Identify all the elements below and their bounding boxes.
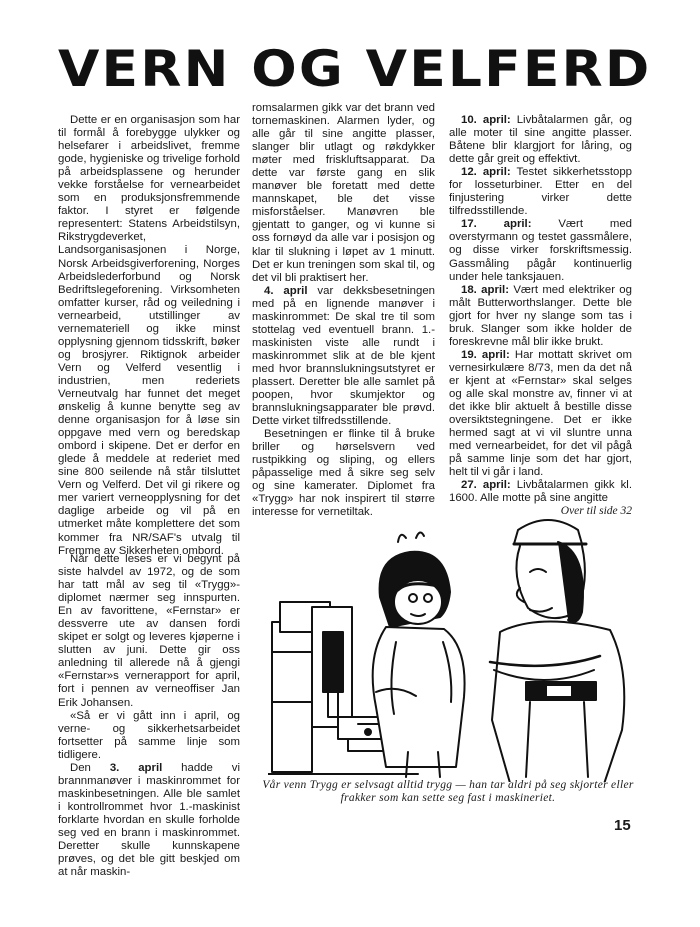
illustration-caption: Vår venn Trygg er selvsagt alltid trygg — han tar aldri på seg skjorter eller frakker som kan sette seg fast i maskineriet. (262, 779, 634, 804)
date-april-3: 3. april (109, 761, 163, 774)
paragraph-protective-gear: Besetningen er flinke til å bruke briller og hørselsvern ved rustpikking og sliping, og ellers påpasselige med å sikre seg selv og sine kamerater. Diplomet fra «Trygg» har nok inspirert til større interesse for vernetiltak. (252, 428, 435, 519)
column-2 (252, 102, 435, 520)
cartoon-illustration (268, 502, 638, 782)
paragraph-april-3: Den 3. april hadde vi brannmanøver i maskinrommet for maskinbesetningen. Alle ble samlet i kontrollrommet hvor 1.-maskinist forklarte hvordan en skulle forholde seg ved en brann i maskinrommet. Deretter skulle kunnskapene prøves, og det ble gitt beskjed om at når maskin- (58, 761, 240, 879)
continued-note: Over til side 32 (560, 505, 632, 518)
column-3 (449, 114, 632, 518)
entry-april-19: 19. april: Har mottatt skrivet om vernesirkulære 8/73, men da det nå er kjent at «Fernstar» skal selges og alle skal monstre av, finner vi at det ikke blir aktuelt å bestille disse oversiktstegningene. Det er ikke hermed sagt at vi vil sluntre unna med vernearbeidet, for det vil pågå på samme linje som det har gjort, helt til vi går i land. (449, 348, 632, 479)
paragraph-april-start: «Så er vi gått inn i april, og verne- og sikkerhetsarbeidet fortsetter på samme linje som tidligere. (58, 709, 240, 761)
article-title: VERN OG VELFERD (58, 40, 652, 98)
entry-april-17: 17. april: Vært med overstyrmann og testet gassmålere, og disse virker forskriftsmessig. Gassmåling pågår kontinuerlig under hele tanksjauen. (449, 218, 632, 283)
date-april-4: 4. april (264, 284, 308, 297)
paragraph-april-4: 4. april var dekksbesetningen med på en lignende manøver i maskinrommet: De skal tre til som stottelag ved eventuell brann. 1.-maskinisten viste alle rundt i maskinrommet slik at de ble kjent med hvor brannslukningsutstyret er plassert. Deretter ble alle samlet på poopen, hvor skumjektor og brannslukningsapparater ble prøvd. Dette virket tilfredsstillende. (252, 284, 435, 428)
nervous-worker-drawing (373, 532, 465, 777)
entry-april-12: 12. april: Testet sikkerhetsstopp for losseturbiner. Etter en del finjustering virker dette tilfredsstillende. (449, 166, 632, 218)
paragraph-intro: Dette er en organisasjon som har til formål å forebygge ulykker og helsefarer i arbeidslivet, fremme gode, hygieniske og trivelige forhold på arbeidsplassene og herunder vekke forståelse for vernearbeidet som en produksjonsfremmende faktor. I styret er følgende representert: Statens Arbeidstilsyn, Rikstrygdeverket, Landsorganisasjonen i Norge, Norsk Arbeidsgiverforening, Norges Arbeidslederforbund og Norsk Bedriftslegeforening. Virksomheten omfatter kurser, råd og veiledning i vernearbeid, utstillinger av vernemateriell og ikke minst opplysning gjennom tidsskrift, bøker og brosjyrer. Riktignok arbeider Vern og Velferd vesentlig i industrien, men rederiets Verneutvalg har funnet det meget ønskelig å kunne benytte seg av denne organisasjon for å løse sin oppgave med vern og beredskap ombord i skipene. Det er derfor en glede å meddele at rederiet med sine 800 seilende nå står tilsluttet Vern og Velferd. Det vil gi rikere og mer variert verneopplysning for det daglige arbeide og vil på en utmerket måte komplettere det som kommer fra NR/SAF's utvalg til Fremme av Sikkerheten ombord. (58, 114, 240, 557)
column-1-lower (58, 553, 240, 879)
paragraph-continued: romsalarmen gikk var det brann ved tornemaskinen. Alarmen lyder, og alle går til sine angitte plasser, slanger blir utlagt og røkdykker møter med friskluftsapparat. Da dette var første gang en slik manøver ble foretatt med dette mannskapet, ble det visse misforståelser. Manøvren ble gjentatt to ganger, og vi kunne si oss fornøyd da alle var i posisjon og klar til slukning i løpet av 1 minutt. Det er kun treningen som skal til, og det vil bli praktisert her. (252, 102, 435, 284)
trygg-character-drawing (490, 520, 624, 782)
column-1 (58, 114, 240, 558)
page-number: 15 (614, 817, 631, 834)
entry-april-18: 18. april: Vært med elektriker og målt Butterworthslanger. Dette ble gjort for hver ny slange som tas i bruk. Slanger som ikke holder de foreskrevne mål blir ikke brukt. (449, 283, 632, 348)
paragraph-trygg: Når dette leses er vi begynt på siste halvdel av 1972, og de som har tatt mål av seg til «Trygg»-diplomet nærmer seg innspurten. En av favorittene, «Fernstar» er dessverre ute av dansen fordi skipet er solgt og leveres kjøperne i slutten av juni. Dette gir oss anledning til allerede nå å gjengi «Fernstar»s vernerapport for april, fort i pennen av verneoffiser Jan Erik Johansen. (58, 553, 240, 709)
entry-april-10: 10. april: Livbåtalarmen går, og alle moter til sine angitte plasser. Båtene blir klargjort for låring, og dette går greit og effektivt. (449, 114, 632, 166)
entry-april-27: 27. april: Livbåtalarmen gikk kl. 1600. Alle motte på sine angitte (449, 479, 632, 505)
